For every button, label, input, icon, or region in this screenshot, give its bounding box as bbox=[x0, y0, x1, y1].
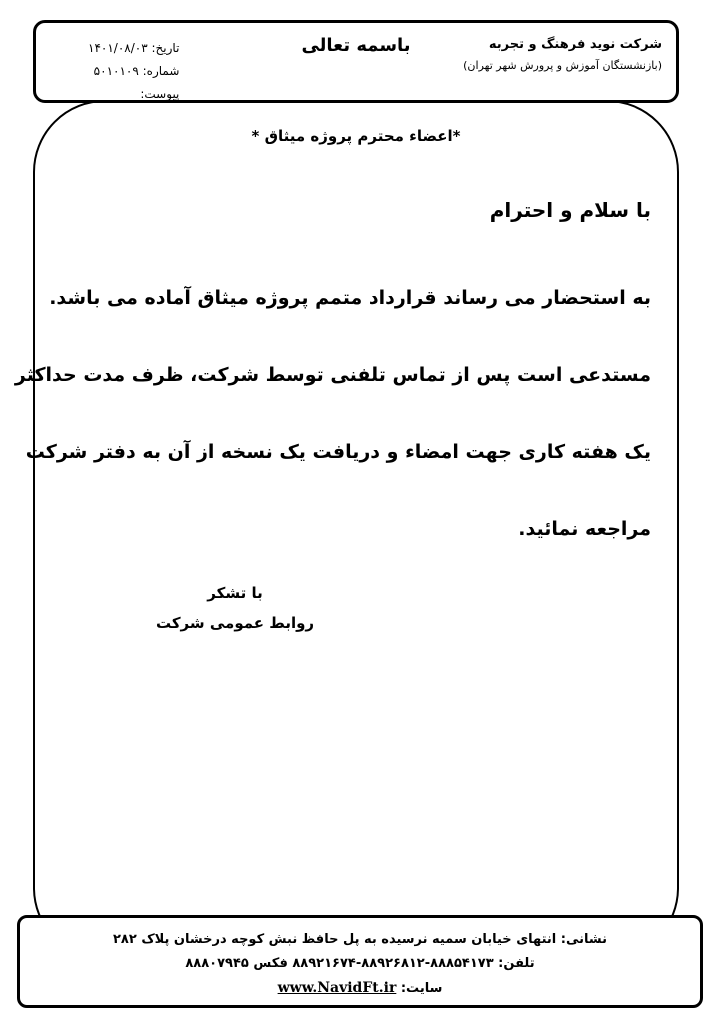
letter-subject: *اعضاء محترم پروژه میثاق * bbox=[251, 127, 461, 145]
letter-paragraph bbox=[14, 260, 651, 568]
footer-address: نشانی: انتهای خیابان سمیه نرسیده به پل حافظ نبش کوچه درخشان پلاک ۲۸۲ bbox=[113, 932, 607, 947]
closing-thanks: با تشکر bbox=[207, 584, 263, 602]
closing-signature: روابط عمومی شرکت bbox=[155, 614, 315, 632]
paragraph-line: به استحضار می رساند قرارداد متمم پروژه میثاق آماده می باشد. bbox=[49, 287, 651, 309]
paragraph-line: یک هفته کاری جهت امضاء و دریافت یک نسخه از آن به دفتر شرکت bbox=[25, 441, 651, 463]
footer-site bbox=[20, 980, 700, 996]
paragraph-line: مراجعه نمائید. bbox=[518, 518, 651, 540]
fax-label: فکس bbox=[253, 956, 288, 971]
fax-number: ۸۸۸۰۷۹۴۵ bbox=[185, 956, 249, 971]
date-row bbox=[88, 37, 179, 60]
organization-subtitle: (بازنشستگان آموزش و پرورش شهر تهران) bbox=[463, 59, 662, 72]
site-label: سایت: bbox=[400, 981, 443, 996]
paragraph-line: مستدعی است پس از تماس تلفنی توسط شرکت، ظرف مدت حداکثر bbox=[14, 364, 651, 386]
site-link[interactable]: www.NavidFt.ir bbox=[277, 980, 397, 996]
phone-label: تلفن: bbox=[498, 956, 535, 971]
letter-greeting: با سلام و احترام bbox=[489, 198, 651, 222]
letter-meta bbox=[88, 37, 179, 106]
date-value: ۱۴۰۱/۰۸/۰۳ bbox=[88, 41, 148, 55]
phone-numbers: ۸۸۸۵۴۱۷۳-۸۸۹۲۶۸۱۲-۸۸۹۲۱۶۷۴ bbox=[292, 956, 494, 971]
organization-name: شرکت نوید فرهنگ و تجربه bbox=[488, 37, 662, 52]
closing-block bbox=[140, 578, 330, 638]
footer-contact bbox=[20, 956, 700, 971]
letterhead bbox=[33, 20, 679, 103]
letter-footer bbox=[17, 915, 703, 1008]
invocation-title: باسمه تعالی bbox=[301, 35, 411, 56]
attachment-label: پیوست: bbox=[140, 87, 180, 101]
number-value: ۵۰۱۰۱۰۹ bbox=[93, 64, 139, 78]
number-label: شماره: bbox=[142, 64, 180, 78]
date-label: تاریخ: bbox=[151, 41, 180, 55]
number-row bbox=[88, 60, 179, 83]
